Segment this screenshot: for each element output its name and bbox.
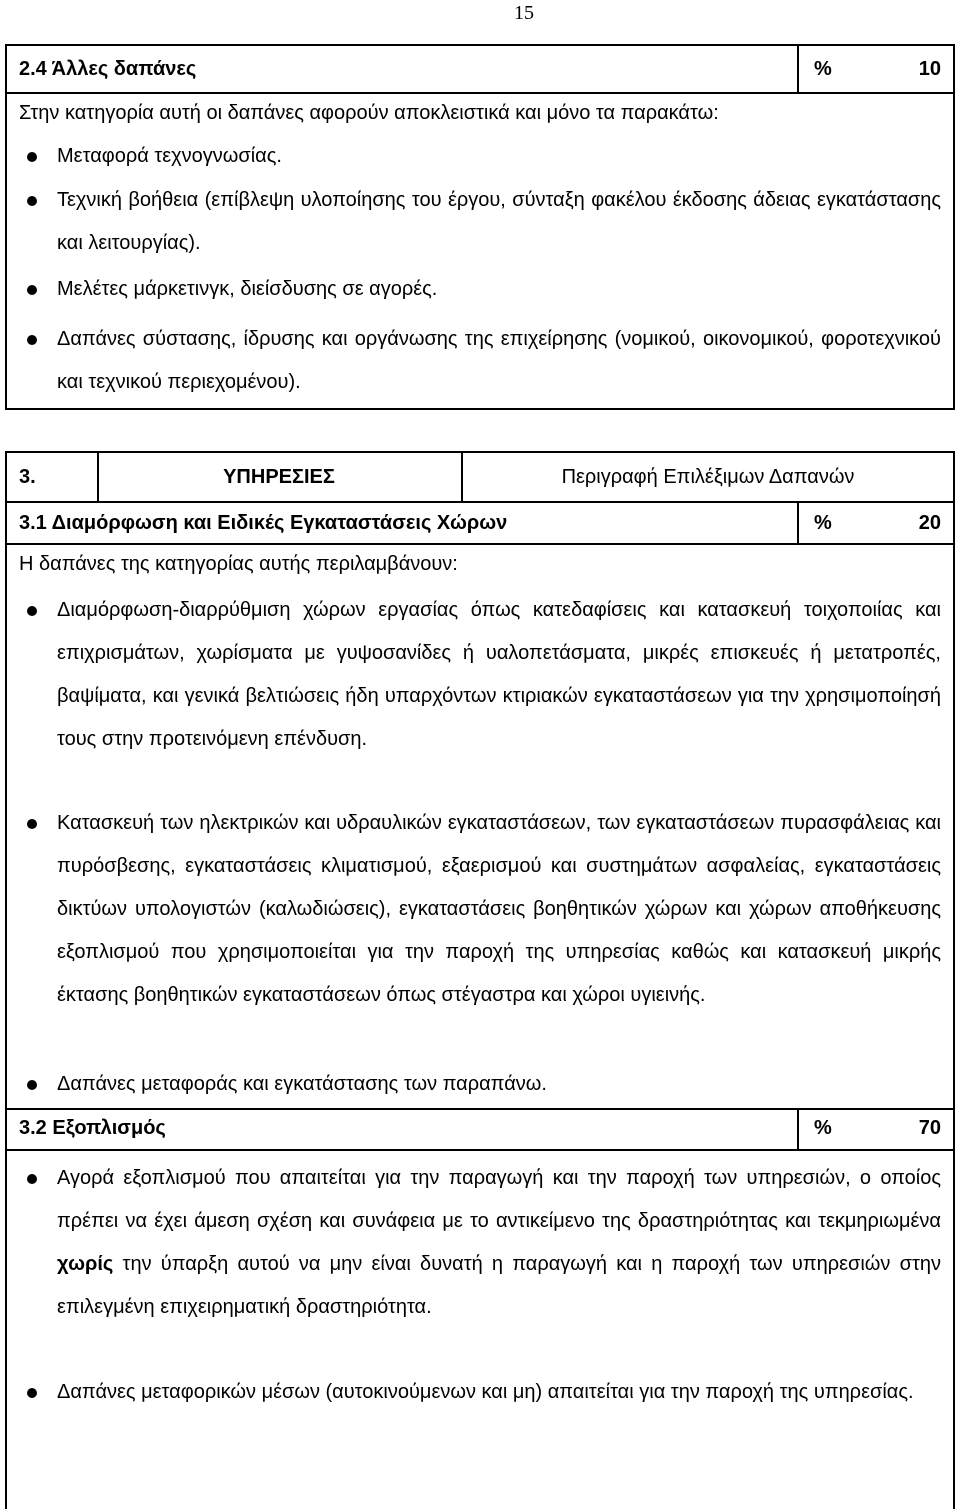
list-item-text: Μεταφορά τεχνογνωσίας. xyxy=(57,145,282,167)
divider xyxy=(7,1149,953,1151)
services-box xyxy=(5,451,955,1509)
list-item-text: Μελέτες μάρκετινγκ, διείσδυσης σε αγορές. xyxy=(57,278,438,300)
list-item-text: Κατασκευή των ηλεκτρικών και υδραυλικών εγκαταστάσεων, των εγκαταστάσεων πυρασφάλειας και πυρόσβεσης, εγκαταστάσεις κλιματισμού, εξαερισμού και συστημάτων ασφαλείας, εγκαταστάσεις δικτύων υπολογιστών (καλωδιώσεις), εγκαταστάσεις βοηθητικών χώρων και χώρων αποθήκευσης εξοπλισμού που χρησιμοποιείται για την παροχή της υπηρεσίας καθώς και κατασκευή μικρής έκτασης βοηθητικών εγκαταστάσεων όπως στέγαστρα και χώροι υγιεινής. xyxy=(57,812,941,1006)
bullet-icon xyxy=(27,1388,37,1398)
section-number xyxy=(19,512,507,535)
list-item-text: Δαπάνες σύστασης, ίδρυσης και οργάνωσης της επιχείρησης (νομικού, οικονομικού, φοροτεχνικού και τεχνικού περιεχομένου). xyxy=(57,328,941,393)
emphasis-text: χωρίς xyxy=(57,1253,114,1275)
section-number-text: 2.4 xyxy=(19,58,47,80)
column-divider xyxy=(797,46,799,92)
percent-value: 20 xyxy=(918,512,941,534)
percent-sign: % xyxy=(814,512,832,534)
bullet-icon xyxy=(27,1080,37,1090)
section-title: Άλλες δαπάνες xyxy=(51,58,197,80)
services-title: ΥΠΗΡΕΣΙΕΣ xyxy=(223,466,335,488)
bullet-icon xyxy=(27,606,37,616)
bullet-icon xyxy=(27,152,37,162)
bullet-icon xyxy=(27,1174,37,1184)
column-divider xyxy=(797,1108,799,1149)
percent-value: 70 xyxy=(918,1117,941,1139)
section-number-text: 3.1 xyxy=(19,512,47,534)
services-number: 3. xyxy=(19,466,36,488)
text-fragment: Αγορά εξοπλισμού που απαιτείται για την παραγωγή και την παροχή των υπηρεσιών, ο οποίος πρέπει να έχει άμεση σχέση και συνάφεια με το αντικείμενο της δραστηριότητας και τεκμηριωμένα xyxy=(57,1167,941,1232)
section-title: Διαμόρφωση και Ειδικές Εγκαταστάσεις Χώρων xyxy=(51,512,508,534)
list-item-text: Δαπάνες μεταφοράς και εγκατάστασης των παραπάνω. xyxy=(57,1073,547,1095)
column-divider xyxy=(797,501,799,543)
bullet-icon xyxy=(27,335,37,345)
section-number xyxy=(19,1117,166,1140)
section-2-4-box xyxy=(5,44,955,410)
list-item-text xyxy=(57,1157,941,1329)
divider xyxy=(7,1108,953,1110)
section-number-text: 3.2 xyxy=(19,1117,47,1139)
bullet-icon xyxy=(27,819,37,829)
percent-sign: % xyxy=(814,58,832,80)
bullet-icon xyxy=(27,285,37,295)
section-intro: Η δαπάνες της κατηγορίας αυτής περιλαμβάνουν: xyxy=(19,553,458,575)
percent-sign: % xyxy=(814,1117,832,1139)
list-item-text: Δαπάνες μεταφορικών μέσων (αυτοκινούμενων και μη) απαιτείται για την παροχή της υπηρεσίας. xyxy=(57,1381,914,1403)
section-title: Εξοπλισμός xyxy=(52,1117,166,1139)
divider xyxy=(7,501,953,503)
section-number xyxy=(19,58,196,81)
list-item-text: Τεχνική βοήθεια (επίβλεψη υλοποίησης του έργου, σύνταξη φακέλου έκδοσης άδειας εγκατάστασης και λειτουργίας). xyxy=(57,189,941,254)
services-description: Περιγραφή Επιλέξιμων Δαπανών xyxy=(561,466,855,488)
page-number: 15 xyxy=(514,2,534,24)
text-fragment: την ύπαρξη αυτού να μην είναι δυνατή η παραγωγή και η παροχή των υπηρεσιών στην επιλεγμένη επιχειρηματική δραστηριότητα. xyxy=(57,1253,941,1318)
list-item-text: Διαμόρφωση-διαρρύθμιση χώρων εργασίας όπως κατεδαφίσεις και κατασκευή τοιχοποιίας και επιχρισμάτων, χωρίσματα με γυψοσανίδες ή υαλοπετάσματα, μικρές επισκευές ή μετατροπές, βαψίματα, και γενικά βελτιώσεις ήδη υπαρχόντων κτιριακών εγκαταστάσεων για την χρησιμοποίησή τους στην προτεινόμενη επένδυση. xyxy=(57,599,941,750)
section-intro: Στην κατηγορία αυτή οι δαπάνες αφορούν αποκλειστικά και μόνο τα παρακάτω: xyxy=(19,102,719,124)
bullet-icon xyxy=(27,196,37,206)
percent-value: 10 xyxy=(918,58,941,80)
